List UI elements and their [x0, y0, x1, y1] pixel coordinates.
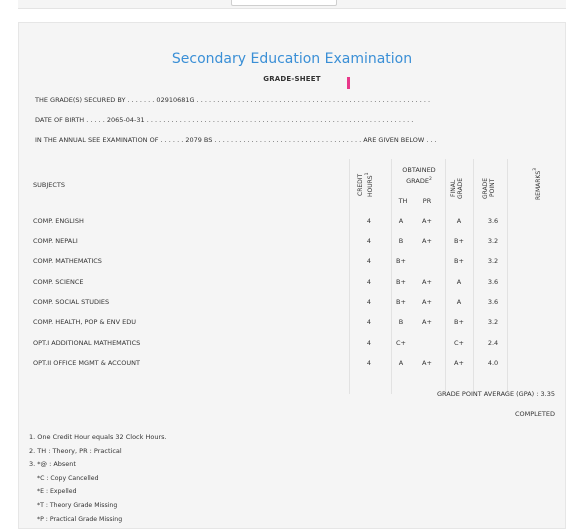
table-row-final: A+: [454, 359, 464, 367]
table-row-th: B: [398, 237, 404, 245]
table-row-credit: 4: [366, 278, 372, 286]
exam-title: Secondary Education Examination: [171, 51, 413, 67]
table-row-credit: 4: [366, 217, 372, 225]
table-row-th: B+: [396, 257, 406, 265]
text-cursor: [347, 77, 350, 89]
table-row-gp: 3.2: [487, 237, 499, 245]
table-row-credit: 4: [366, 318, 372, 326]
column-divider: [473, 159, 474, 394]
table-row-pr: A+: [422, 298, 432, 306]
footnotes: [29, 431, 167, 526]
table-row-subject: COMP. NEPALI: [33, 237, 78, 245]
footnote-theory-practical: 2. TH : Theory, PR : Practical: [29, 446, 122, 455]
table-row-pr: A+: [422, 359, 432, 367]
table-row-final: A: [456, 298, 462, 306]
table-row-credit: 4: [366, 359, 372, 367]
footnote-credit-hours: 1. One Credit Hour equals 32 Clock Hours.: [29, 433, 167, 441]
table-row-th: A: [398, 217, 404, 225]
credit-hours-header: CREDIT HOURS$^1$: [357, 172, 374, 198]
table-row-th: B+: [396, 278, 406, 286]
footnote-copy-cancelled: *C : Copy Cancelled: [37, 474, 99, 482]
table-row-th: C+: [396, 339, 406, 347]
table-row-final: A: [456, 278, 462, 286]
footnote-absent: 3. *@ : Absent: [29, 460, 76, 469]
table-row-final: B+: [454, 237, 464, 245]
top-button[interactable]: [231, 0, 337, 6]
grade-sheet-subtitle: GRADE-SHEET: [263, 75, 321, 83]
table-row-credit: 4: [366, 237, 372, 245]
table-row-subject: COMP. SOCIAL STUDIES: [33, 298, 110, 306]
footnote-theory-missing: *T : Theory Grade Missing: [37, 501, 118, 509]
column-divider: [391, 159, 392, 394]
table-row-gp: 3.2: [487, 318, 499, 326]
table-row-final: C+: [454, 339, 464, 347]
dob-line: DATE OF BIRTH . . . . . 2065-04-31 . . . . . . . . . . . . . . . . . . . . . . . . . . . . . . . . . . . . . . . . . . . . . . . . . . . . . . . . . . . . . . . . .: [35, 116, 414, 124]
grade-sheet: [18, 22, 566, 529]
table-row-pr: A+: [422, 318, 432, 326]
table-row-th: B+: [396, 298, 406, 306]
obtained-grade-header: OBTAINED GRADE$^2$: [402, 166, 436, 186]
grades-secured-line: THE GRADE(S) SECURED BY . . . . . . . 02910681G . . . . . . . . . . . . . . . . . . . . . . . . . . . . . . . . . . . . . . . . . . . . . . . . . . . . . . . . .: [35, 96, 431, 104]
table-row-subject: COMP. ENGLISH: [33, 217, 84, 225]
exam-line: IN THE ANNUAL SEE EXAMINATION OF . . . . . . 2079 BS . . . . . . . . . . . . . . . . . . . . . . . . . . . . . . . . . . . . ARE GIVEN BELOW . . .: [35, 136, 437, 144]
table-row-pr: A+: [422, 237, 432, 245]
table-row-pr: A+: [422, 278, 432, 286]
table-row-gp: 4.0: [487, 359, 499, 367]
column-divider: [445, 159, 446, 394]
column-divider: [349, 159, 350, 394]
table-row-gp: 3.6: [487, 217, 499, 225]
footnote-practical-missing: *P : Practical Grade Missing: [37, 515, 123, 523]
footnote-expelled: *E : Expelled: [37, 488, 77, 496]
subjects-header: SUBJECTS: [33, 181, 66, 189]
table-row-subject: COMP. MATHEMATICS: [33, 257, 102, 265]
table-row-gp: 3.6: [487, 298, 499, 306]
completion-status: COMPLETED: [515, 410, 555, 418]
table-row-th: B: [398, 318, 404, 326]
table-row-final: B+: [454, 257, 464, 265]
table-row-credit: 4: [366, 257, 372, 265]
table-row-subject: OPT.I ADDITIONAL MATHEMATICS: [33, 339, 141, 347]
final-grade-header: FINAL GRADE: [450, 177, 464, 199]
column-divider: [507, 159, 508, 394]
table-row-gp: 2.4: [487, 339, 499, 347]
table-row-final: B+: [454, 318, 464, 326]
table-row-subject: OPT.II OFFICE MGMT & ACCOUNT: [33, 359, 140, 367]
table-row-credit: 4: [366, 339, 372, 347]
table-row-credit: 4: [366, 298, 372, 306]
pr-header: PR: [422, 197, 432, 205]
table-row-pr: A+: [422, 217, 432, 225]
table-row-th: A: [398, 359, 404, 367]
remarks-header: REMARKS$^3$: [533, 167, 542, 201]
table-row-final: A: [456, 217, 462, 225]
grade-point-header: GRADE POINT: [482, 177, 496, 199]
table-row-gp: 3.6: [487, 278, 499, 286]
gpa-summary: GRADE POINT AVERAGE (GPA) : 3.35: [437, 390, 555, 398]
table-row-gp: 3.2: [487, 257, 499, 265]
th-header: TH: [398, 197, 408, 205]
table-row-subject: COMP. HEALTH, POP & ENV EDU: [33, 318, 136, 326]
table-row-subject: COMP. SCIENCE: [33, 278, 84, 286]
